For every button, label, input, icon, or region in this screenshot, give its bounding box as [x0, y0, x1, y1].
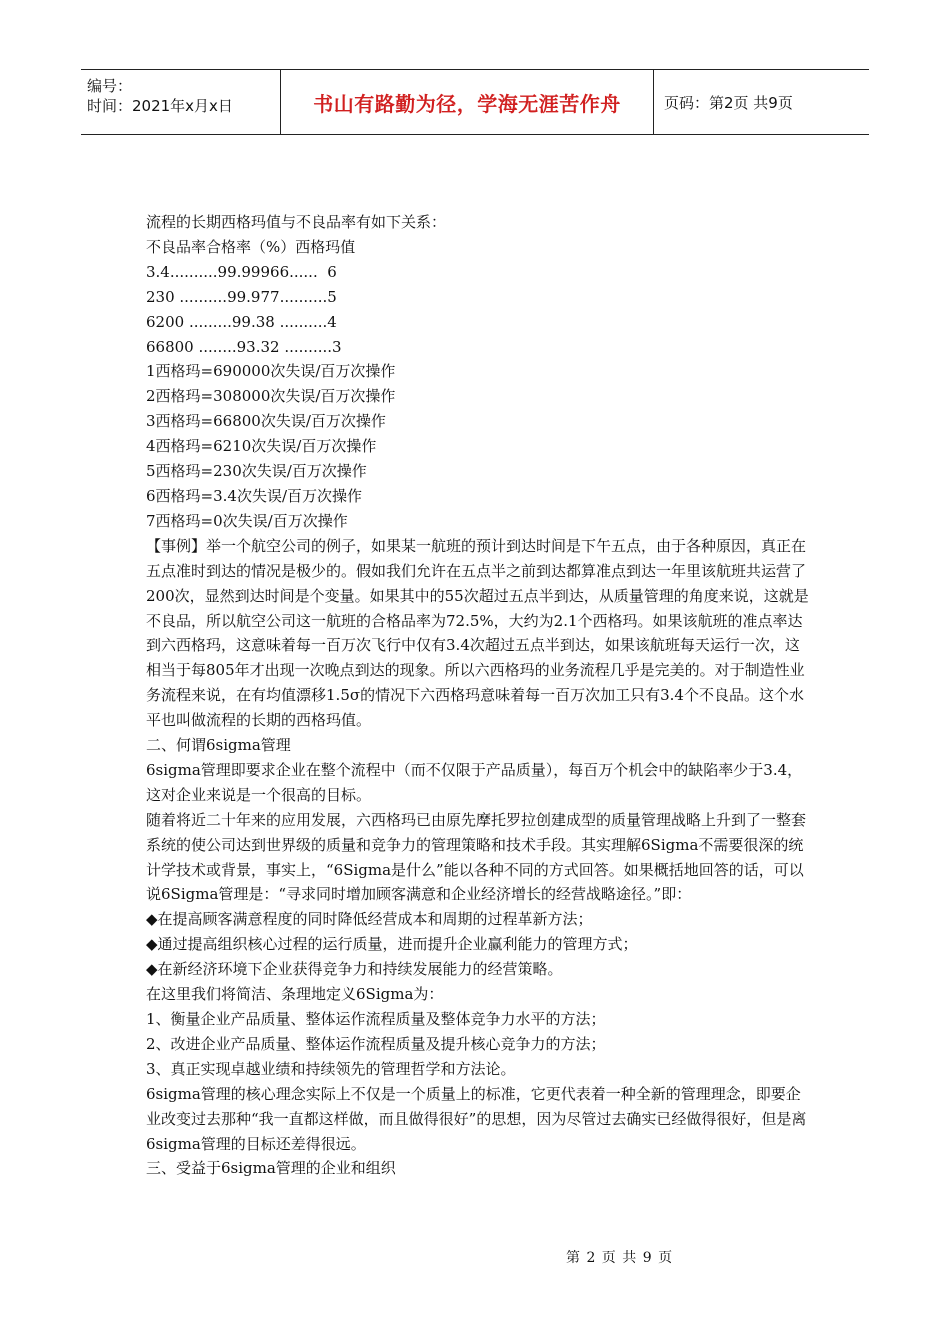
body-paragraph: 三、受益于6sigma管理的企业和组织 — [146, 1159, 396, 1178]
body-paragraph: ◆通过提高组织核心过程的运行质量，进而提升企业赢利能力的管理方式； — [146, 935, 638, 954]
body-paragraph: ◆在提高顾客满意程度的同时降低经营成本和周期的过程革新方法； — [146, 910, 593, 929]
body-paragraph: 2、改进企业产品质量、整体运作流程质量及提升核心竞争力的方法； — [146, 1034, 606, 1053]
body-paragraph: 3.4..........99.99966...... 6 — [146, 262, 337, 281]
body-paragraph: 3、真正实现卓越业绩和持续领先的管理哲学和方法论。 — [146, 1059, 516, 1078]
body-paragraph: 3西格玛=66800次失误/百万次操作 — [146, 412, 386, 431]
body-paragraph: 2西格玛=308000次失误/百万次操作 — [146, 387, 396, 406]
body-paragraph: 流程的长期西格玛值与不良品率有如下关系： — [146, 213, 447, 231]
header-code-label: 编号： — [87, 77, 133, 95]
body-paragraph: 6sigma管理的核心理念实际上不仅是一个质量上的标准，它更代表着一种全新的管理理念，即要企业改变过去那种“我一直都这样做，而且做得很好”的思想，因为尽管过去确实已经做得很好，但是离6sigma管理的目标还差得很远。 — [146, 1084, 807, 1153]
body-paragraph: ◆在新经济环境下企业获得竞争力和持续发展能力的经营策略。 — [146, 960, 563, 979]
body-paragraph: 4西格玛=6210次失误/百万次操作 — [146, 437, 377, 456]
body-paragraph: 【事例】举一个航空公司的例子，如果某一航班的预计到达时间是下午五点，由于各种原因，真正在五点准时到达的情况是极少的。假如我们允许在五点半之前到达都算准点到达一年里该航班共运营了200次，显然到达时间是个变量。如果其中的55次超过五点半到达，从质量管理的角度来说，这就是不良品，所以航空公司这一航班的合格品率为72.5%，大约为2.1个西格玛。如果该航班的准点率达到六西格玛，这意味着每一百万次飞行中仅有3.4次超过五点半到达，如果该航班每天运行一次，这相当于每805年才出现一次晚点到达的现象。所以六西格玛的业务流程几乎是完美的。对于制造性业务流程来说，在有均值漂移1.5σ的情况下六西格玛意味着每一百万次加工只有3.4个不良品。这个水平也叫做流程的长期的西格玛值。 — [146, 536, 809, 730]
body-paragraph: 7西格玛=0次失误/百万次操作 — [146, 511, 348, 530]
body-paragraph: 6200 .........99.38 ..........4 — [146, 312, 337, 331]
body-paragraph: 6sigma管理即要求企业在整个流程中（而不仅限于产品质量），每百万个机会中的缺陷率少于3.4，这对企业来说是一个很高的目标。 — [146, 760, 803, 804]
page-footer: 第 2 页 共 9 页 — [566, 1250, 674, 1266]
body-paragraph: 1、衡量企业产品质量、整体运作流程质量及整体竞争力水平的方法； — [146, 1010, 606, 1028]
body-paragraph: 二、何谓6sigma管理 — [146, 736, 291, 755]
header-meta — [81, 70, 281, 134]
body-paragraph: 随着将近二十年来的应用发展，六西格玛已由原先摩托罗拉创建成型的质量管理战略上升到了一整套系统的使公司达到世界级的质量和竞争力的管理策略和技术手段。其实理解6Sigma不需要很深的统计学技术或背景，事实上，“6Sigma是什么”能以各种不同的方式回答。如果概括地回答的话，可以说6Sigma管理是：“寻求同时增加顾客满意和企业经济增长的经营战略途径。”即： — [146, 810, 807, 904]
header-date: 时间：2021年x月x日 — [87, 97, 233, 115]
document-header — [81, 69, 869, 135]
body-paragraph: 1西格玛=690000次失误/百万次操作 — [146, 362, 396, 381]
header-page-info: 页码：第2页 共9页 — [664, 93, 793, 112]
body-paragraph: 6西格玛=3.4次失误/百万次操作 — [146, 486, 363, 505]
body-paragraph: 不良品率合格率（%）西格玛值 — [146, 237, 356, 256]
document-body — [146, 210, 812, 1181]
body-paragraph: 在这里我们将简洁、条理地定义6Sigma为： — [146, 985, 444, 1004]
header-motto: 书山有路勤为径，学海无涯苦作舟 — [281, 70, 654, 134]
body-paragraph: 230 ..........99.977..........5 — [146, 287, 337, 306]
body-paragraph: 66800 ........93.32 ..........3 — [146, 337, 342, 356]
body-paragraph: 5西格玛=230次失误/百万次操作 — [146, 462, 367, 481]
